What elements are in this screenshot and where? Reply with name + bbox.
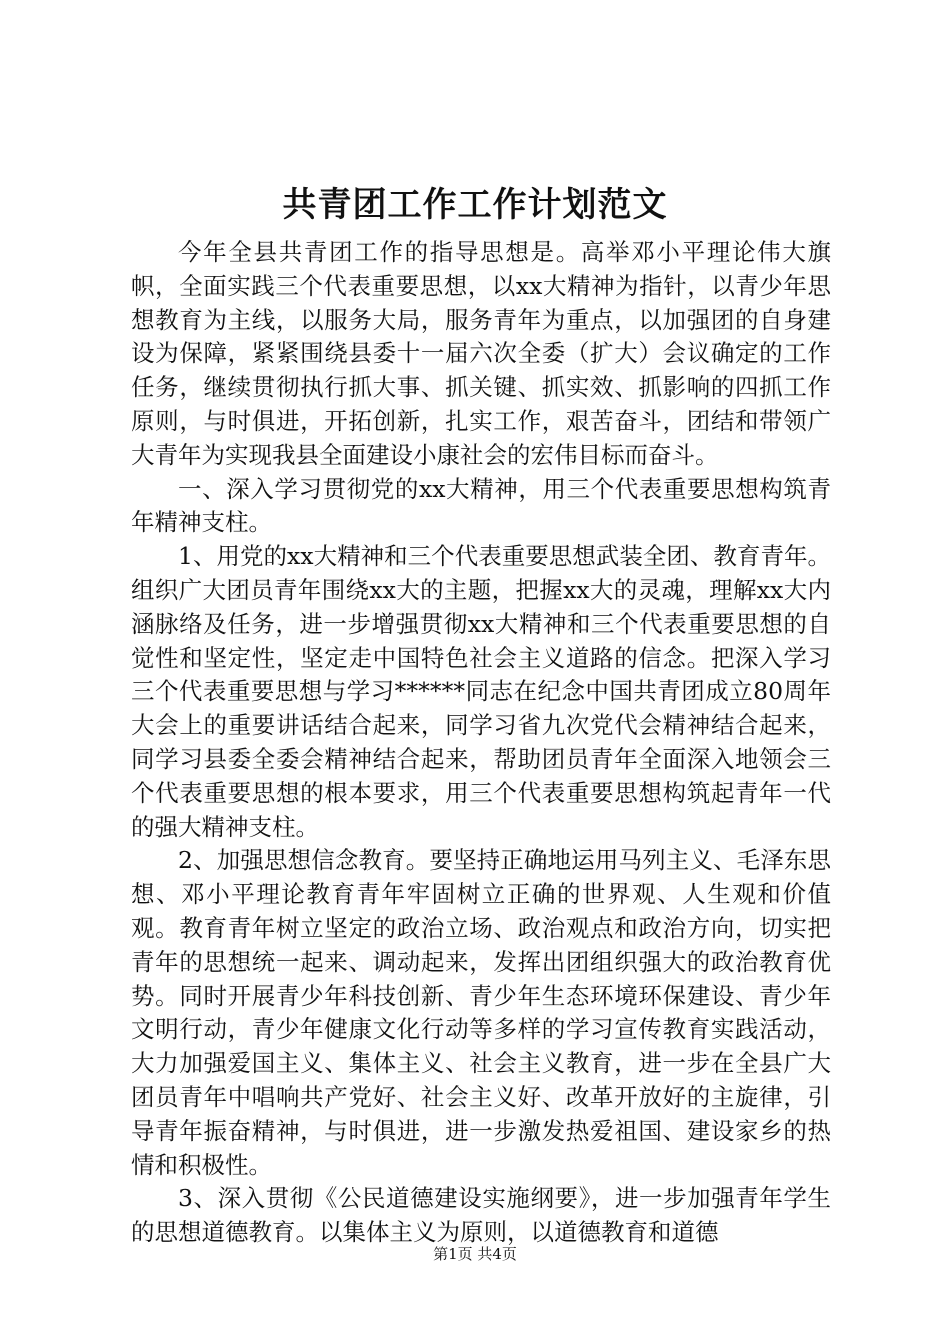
paragraph-item-one: 1、用党的xx大精神和三个代表重要思想武装全团、教育青年。组织广大团员青年围绕xx大的主题，把握xx大的灵魂，理解xx大内涵脉络及任务，进一步增强贯彻xx大精神和三个代表重要思想的自觉性和坚定性，坚定走中国特色社会主义道路的信念。把深入学习三个代表重要思想与学习******同志在纪念中国共青团成立80周年大会上的重要讲话结合起来，同学习省九次党代会精神结合起来，同学习县委全委会精神结合起来，帮助团员青年全面深入地领会三个代表重要思想的根本要求，用三个代表重要思想构筑起青年一代的强大精神支柱。 — [131, 542, 831, 841]
paragraph-item-two: 2、加强思想信念教育。要坚持正确地运用马列主义、毛泽东思想、邓小平理论教育青年牢固树立正确的世界观、人生观和价值观。教育青年树立坚定的政治立场、政治观点和政治方向，切实把青年的思想统一起来、调动起来，发挥出团组织强大的政治教育优势。同时开展青少年科技创新、青少年生态环境环保建设、青少年文明行动，青少年健康文化行动等多样的学习宣传教育实践活动，大力加强爱国主义、集体主义、社会主义教育，进一步在全县广大团员青年中唱响共产党好、社会主义好、改革开放好的主旋律，引导青年振奋精神，与时俱进，进一步激发热爱祖国、建设家乡的热情和积极性。 — [131, 846, 831, 1179]
paragraph-guiding-thought: 今年全县共青团工作的指导思想是。高举邓小平理论伟大旗帜，全面实践三个代表重要思想，以xx大精神为指针，以青少年思想教育为主线，以服务大局，服务青年为重点，以加强团的自身建设为保障，紧紧围绕县委十一届六次全委（扩大）会议确定的工作任务，继续贯彻执行抓大事、抓关键、抓实效、抓影响的四抓工作原则，与时俱进，开拓创新，扎实工作，艰苦奋斗，团结和带领广大青年为实现我县全面建设小康社会的宏伟目标而奋斗。 — [131, 238, 831, 469]
paragraph-section-one-heading: 一、深入学习贯彻党的xx大精神，用三个代表重要思想构筑青年精神支柱。 — [131, 474, 831, 537]
document-body — [131, 236, 831, 1250]
page-number-footer: 第1页 共4页 — [433, 1245, 517, 1263]
paragraph-item-three: 3、深入贯彻《公民道德建设实施纲要》，进一步加强青年学生的思想道德教育。以集体主义为原则，以道德教育和道德 — [131, 1184, 831, 1247]
document-title: 共青团工作工作计划范文 — [282, 185, 668, 225]
